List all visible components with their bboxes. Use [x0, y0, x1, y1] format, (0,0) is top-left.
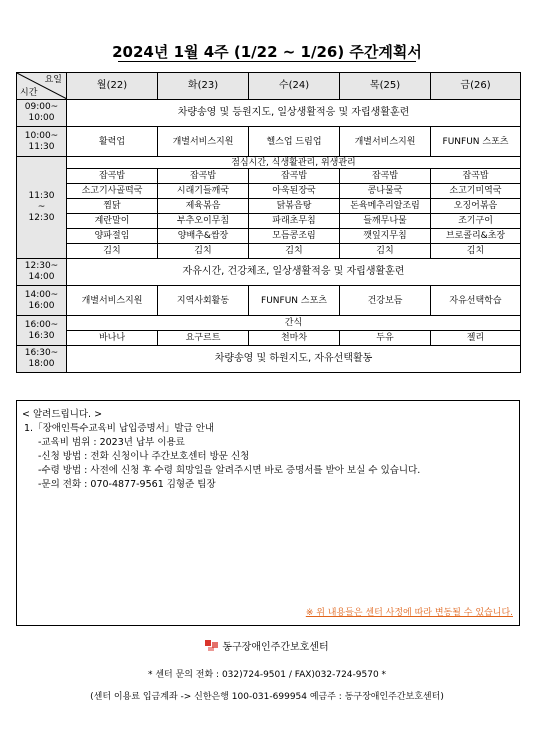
bank-info: (센터 이용료 입금계좌 -> 신한은행 100-031-699954 예금주 : 동구장애인주간보호센터)	[90, 692, 444, 702]
menu-row	[17, 229, 521, 244]
weekly-schedule-table	[16, 72, 521, 373]
activity-cell: 자유시간, 건강체조, 일상생활적응 및 자립생활훈련	[67, 259, 521, 286]
notice-heading: < 알려드립니다. >	[22, 409, 103, 420]
notice-item: 1.「장애인특수교육비 납입증명서」발급 안내	[24, 423, 215, 434]
schedule-row	[17, 127, 521, 157]
menu-item: 시래기들깨국	[158, 184, 249, 199]
program-cell: FUNFUN 스포츠	[431, 127, 521, 157]
day-header: 목(25)	[340, 73, 431, 100]
day-header: 금(26)	[431, 73, 521, 100]
page-title: 2024년 1월 4주 (1/22 ~ 1/26) 주간계획서	[112, 43, 422, 61]
menu-row	[17, 244, 521, 259]
schedule-row	[17, 346, 521, 373]
menu-item: 잡곡밥	[158, 169, 249, 184]
time-cell: 11:30 ~ 12:30	[17, 157, 67, 259]
menu-item: 계란말이	[67, 214, 158, 229]
menu-item: 오징어볶음	[431, 199, 521, 214]
menu-item: 김치	[158, 244, 249, 259]
notice-line: -교육비 범위 : 2023년 납부 이용료	[38, 437, 185, 448]
program-cell: 개별서비스지원	[67, 286, 158, 316]
program-cell: 건강보듬	[340, 286, 431, 316]
snack-item: 바나나	[67, 331, 158, 346]
program-cell: 활력업	[67, 127, 158, 157]
activity-cell: 차량송영 및 등원지도, 일상생활적응 및 자립생활훈련	[67, 100, 521, 127]
menu-item: 잡곡밥	[249, 169, 340, 184]
schedule-row	[17, 259, 521, 286]
header-row	[17, 73, 521, 100]
menu-item: 조기구이	[431, 214, 521, 229]
menu-item: 김치	[67, 244, 158, 259]
lunch-header: 점심시간, 식생활관리, 위생관리	[67, 157, 521, 169]
schedule-row	[17, 286, 521, 316]
activity-cell: 차량송영 및 하원지도, 자유선택활동	[67, 346, 521, 373]
menu-item: 김치	[431, 244, 521, 259]
menu-item: 양파절임	[67, 229, 158, 244]
menu-row	[17, 214, 521, 229]
snack-item: 천마차	[249, 331, 340, 346]
menu-row	[17, 199, 521, 214]
menu-item: 찜닭	[67, 199, 158, 214]
program-cell: 헬스업 드림업	[249, 127, 340, 157]
menu-item: 들깨무나물	[340, 214, 431, 229]
center-logo	[0, 638, 534, 653]
notice-line: -수령 방법 : 사전에 신청 후 수령 희망일을 알려주시면 바로 증명서를 받아 보실 수 있습니다.	[38, 465, 421, 476]
menu-item: 양배추&쌈장	[158, 229, 249, 244]
menu-item: 소고기미역국	[431, 184, 521, 199]
snack-header: 간식	[67, 316, 521, 331]
menu-item: 콩나물국	[340, 184, 431, 199]
menu-item: 잡곡밥	[67, 169, 158, 184]
snack-header-row	[17, 316, 521, 331]
program-cell: 개별서비스지원	[158, 127, 249, 157]
menu-item: 아욱된장국	[249, 184, 340, 199]
time-cell: 12:30~ 14:00	[17, 259, 67, 286]
center-name: 동구장애인주간보호센터	[222, 642, 329, 653]
menu-item: 깻잎지무침	[340, 229, 431, 244]
contact-info: * 센터 문의 전화 : 032)724-9501 / FAX)032-724-9570 *	[147, 670, 387, 680]
menu-item: 소고기사골떡국	[67, 184, 158, 199]
snack-row	[17, 331, 521, 346]
program-cell: 지역사회활동	[158, 286, 249, 316]
time-cell: 10:00~ 11:30	[17, 127, 67, 157]
menu-item: 모듬콩조림	[249, 229, 340, 244]
menu-item: 닭볶음탕	[249, 199, 340, 214]
program-cell: FUNFUN 스포츠	[249, 286, 340, 316]
menu-item: 김치	[249, 244, 340, 259]
menu-item: 파래초무침	[249, 214, 340, 229]
time-label: 시간	[20, 88, 38, 98]
program-cell: 개별서비스지원	[340, 127, 431, 157]
schedule-row	[17, 100, 521, 127]
title-underline	[118, 61, 416, 62]
time-cell: 16:30~ 18:00	[17, 346, 67, 373]
program-cell: 자유선택학습	[431, 286, 521, 316]
menu-item: 부추오이무침	[158, 214, 249, 229]
menu-item: 제육볶음	[158, 199, 249, 214]
day-header: 수(24)	[249, 73, 340, 100]
notice-warning: ※ 위 내용들은 센터 사정에 따라 변동될 수 있습니다.	[305, 608, 513, 618]
day-header: 화(23)	[158, 73, 249, 100]
notice-box	[16, 400, 520, 626]
day-label: 요일	[44, 75, 62, 85]
menu-row	[17, 169, 521, 184]
menu-item: 돈육메추리알조림	[340, 199, 431, 214]
notice-line: -문의 전화 : 070-4877-9561 김형준 팀장	[38, 479, 216, 490]
snack-item: 젤리	[431, 331, 521, 346]
day-header: 월(22)	[67, 73, 158, 100]
corner-cell	[17, 73, 67, 100]
menu-row	[17, 184, 521, 199]
menu-item: 잡곡밥	[431, 169, 521, 184]
snack-item: 요구르트	[158, 331, 249, 346]
lunch-header-row	[17, 157, 521, 169]
time-cell: 14:00~ 16:00	[17, 286, 67, 316]
notice-line: -신청 방법 : 전화 신청이나 주간보호센터 방문 신청	[38, 451, 250, 462]
center-logo-icon	[205, 640, 219, 651]
time-cell: 16:00~ 16:30	[17, 316, 67, 346]
time-cell: 09:00~ 10:00	[17, 100, 67, 127]
menu-item: 김치	[340, 244, 431, 259]
snack-item: 두유	[340, 331, 431, 346]
menu-item: 브로콜리&초장	[431, 229, 521, 244]
menu-item: 잡곡밥	[340, 169, 431, 184]
